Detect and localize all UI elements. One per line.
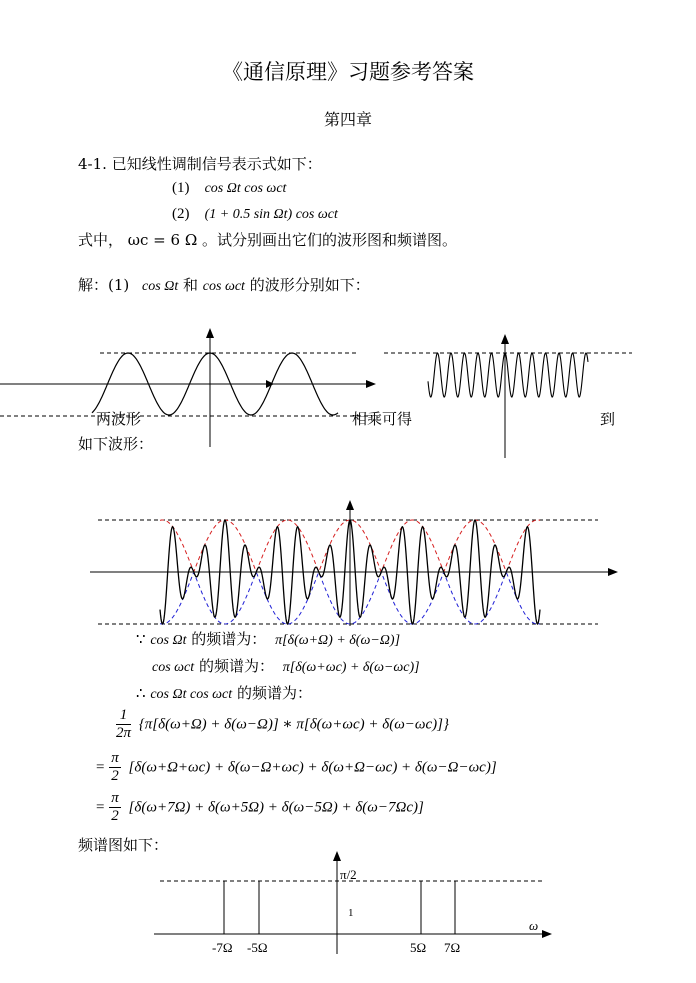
item-1-label: (1) (172, 180, 190, 196)
and-word: 和 (183, 276, 199, 294)
item-2-expression: (1 + 0.5 sin Ωt) cos ωct (204, 207, 338, 222)
spectrum-axis-arrow-icon (542, 930, 552, 938)
spectrum-1-expression: cos Ωt (150, 633, 187, 648)
carrier-waveform-figure (384, 334, 634, 460)
formula-3-denominator: 2 (111, 808, 119, 824)
chapter-heading: 第四章 (323, 110, 372, 129)
formula-2-numerator: π (111, 750, 119, 766)
cos-omega-expression: cos Ωt (142, 279, 179, 294)
formula-2-body: [δ(ω+Ω+ωc) + δ(ω−Ω+ωc) + δ(ω+Ω−ωc) + δ(ω−Ω−ωc)] (128, 759, 497, 776)
formula-1 (116, 707, 449, 742)
formula-2 (96, 750, 497, 785)
formula-3-prefix: = (96, 799, 105, 816)
spectrum-2-value: π[δ(ω+ωc) + δ(ω−ωc)] (282, 660, 420, 675)
formula-2-prefix: = (96, 759, 105, 776)
problem-line (78, 153, 322, 174)
item-1-expression: cos Ωt cos ωct (204, 181, 287, 196)
after-figure-text: 如下波形： (78, 435, 154, 453)
item-2 (172, 203, 338, 223)
spectrum-line-3 (136, 682, 312, 703)
solution-intro-suffix: 的波形分别如下： (249, 276, 370, 294)
therefore-symbol: ∴ (136, 684, 146, 702)
because-symbol: ∵ (136, 630, 146, 648)
tick-plus-5: 5Ω (410, 940, 427, 955)
time-axis-arrow-icon (366, 380, 376, 388)
product-waveform-figure (88, 494, 624, 630)
formula-3-numerator: π (111, 790, 119, 806)
spectrum-figure (150, 846, 560, 962)
formula-1-denominator: 2π (116, 725, 132, 741)
spectrum-axis-label: ω (529, 918, 539, 933)
problem-statement: 已知线性调制信号表示式如下： (111, 155, 322, 173)
spectrum-level-label: π/2 (340, 867, 357, 882)
cosine-waveform-figure (0, 322, 380, 450)
tick-minus-7: -7Ω (212, 940, 233, 955)
formula-1-numerator: 1 (116, 707, 131, 725)
carrier-curve (428, 353, 588, 397)
page-title: 《通信原理》习题参考答案 (222, 60, 474, 84)
spectrum-2-label: 的频谱为： (198, 657, 274, 675)
overlay-text-right: 到 (600, 410, 616, 428)
spectrum-3-label: 的频谱为： (236, 684, 312, 702)
spectrum-one-label: 1 (348, 907, 354, 919)
carrier-axis-arrow-icon (501, 334, 509, 344)
spectrum-line-1 (136, 628, 400, 649)
spectrum-vertical-arrow-icon (333, 851, 341, 861)
spectrum-caption: 频谱图如下： (78, 836, 169, 854)
amplitude-axis-arrow-icon (206, 328, 214, 338)
spectrum-line-2 (152, 655, 420, 676)
formula-3-fraction (109, 790, 121, 825)
spectrum-2-expression: cos ωct (152, 660, 195, 675)
formula-2-fraction (109, 750, 121, 785)
cos-carrier-expression: cos ωct (202, 279, 245, 294)
tick-plus-7: 7Ω (444, 940, 461, 955)
solution-prefix: 解：(1) (78, 276, 130, 294)
item-2-label: (2) (172, 206, 190, 222)
spectrum-3-expression: cos Ωt cos ωct (150, 687, 233, 702)
formula-3-body: [δ(ω+7Ω) + δ(ω+5Ω) + δ(ω−5Ω) + δ(ω−7Ωc)] (128, 799, 424, 816)
formula-2-denominator: 2 (111, 768, 119, 784)
problem-condition: 式中， ωc = 6 Ω 。试分别画出它们的波形图和频谱图。 (78, 231, 458, 249)
problem-number: 4-1. (78, 155, 107, 173)
spectrum-1-value: π[δ(ω+Ω) + δ(ω−Ω)] (275, 633, 401, 648)
formula-1-fraction (116, 707, 131, 742)
solution-intro (78, 274, 370, 295)
formula-3 (96, 790, 424, 825)
product-vertical-arrow-icon (346, 500, 354, 510)
product-axis-arrow-icon (608, 568, 618, 576)
spectrum-1-label: 的频谱为： (191, 630, 267, 648)
tick-minus-5: -5Ω (247, 940, 268, 955)
formula-1-body: {π[δ(ω+Ω) + δ(ω−Ω)] ∗ π[δ(ω+ωc) + δ(ω−ωc)]} (138, 716, 450, 733)
overlay-text-left: 两波形 (96, 410, 142, 428)
item-1 (172, 177, 286, 197)
overlay-text-mid: 相乘可得 (352, 410, 413, 428)
